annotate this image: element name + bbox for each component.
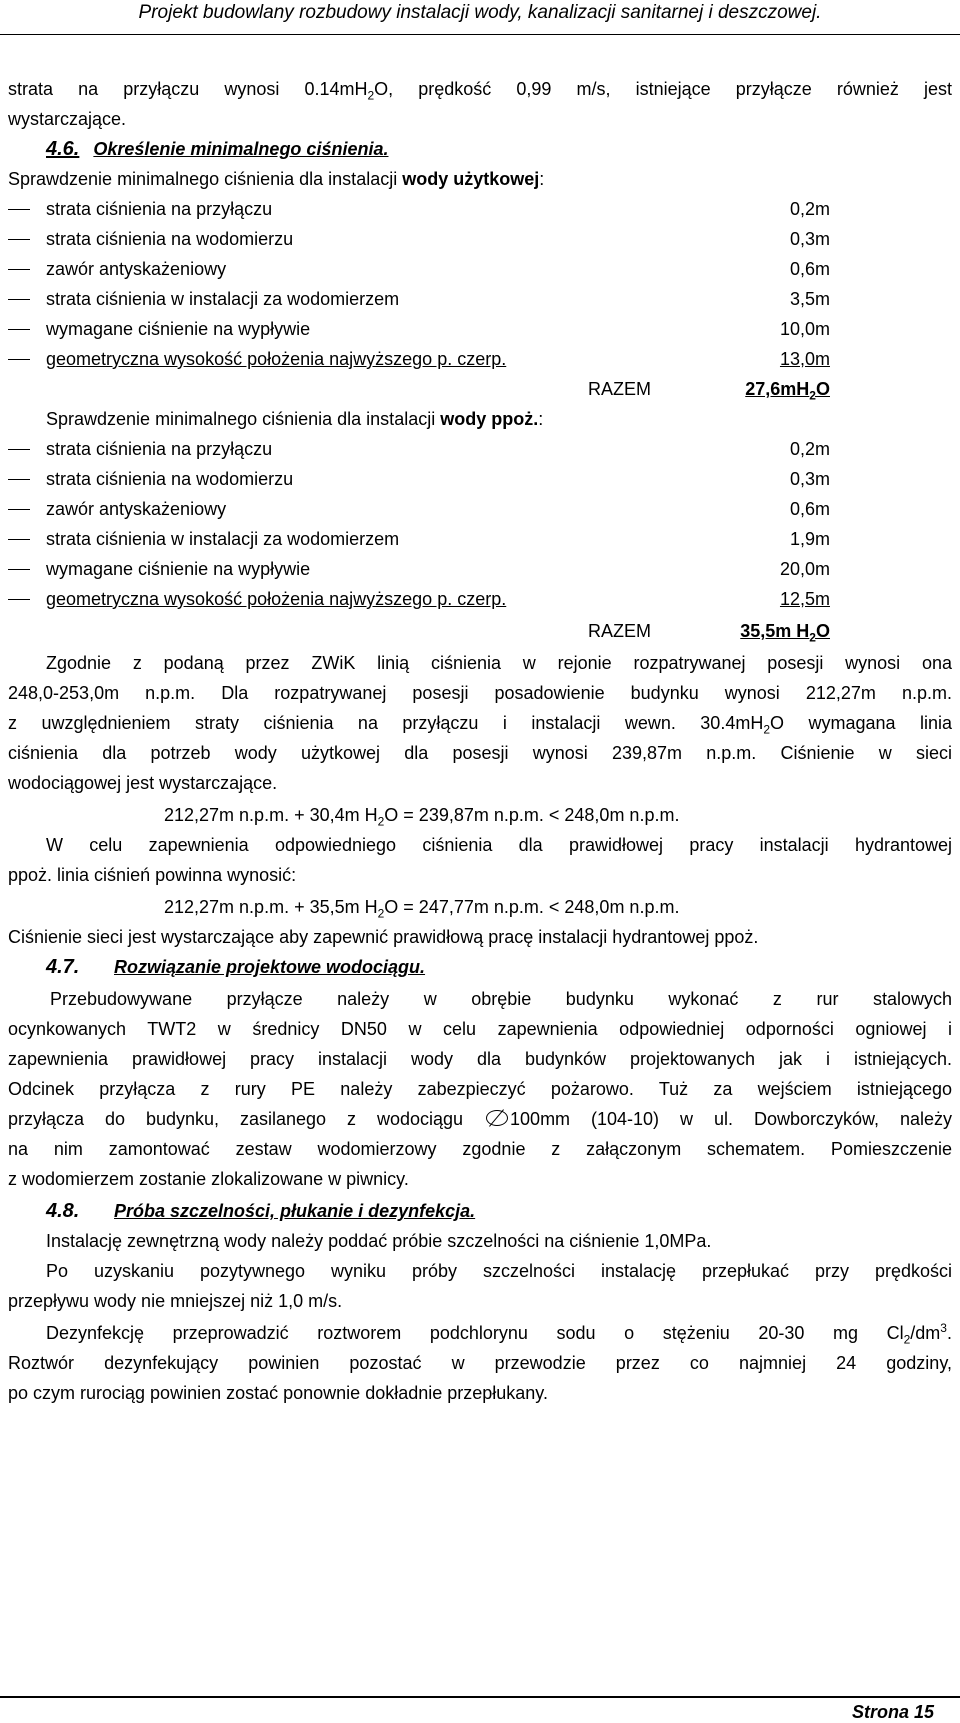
paragraph-line: przyłącza do budynku, zasilanego z wodociągu 100mm (104-10) w ul. Dowborczyków, należy <box>8 1109 952 1129</box>
pressure-row: geometryczna wysokość położenia najwyższego p. czerp. 13,0m <box>8 348 952 370</box>
section-heading-4-7: 4.7. Rozwiązanie projektowe wodociągu. <box>46 956 426 978</box>
paragraph-line: ppoż. linia ciśnień powinna wynosić: <box>8 865 297 885</box>
pressure-row: strata ciśnienia na wodomierzu 0,3m <box>8 468 952 490</box>
paragraph-line: Po uzyskaniu pozytywnego wyniku próby szczelności instalację przepłukać przy prędkości <box>46 1261 952 1281</box>
total-row-ppoz: RAZEM 35,5m $H_2O$ <box>588 621 830 645</box>
formula-uzytkowa: 212,27m n.p.m. + 30,4m $H_2O = 239,87m$ n.p.m. < 248,0m n.p.m. <box>164 805 680 829</box>
pressure-row: strata ciśnienia na wodomierzu 0,3m <box>8 228 952 250</box>
dash-bullet <box>8 539 30 540</box>
page-number: Strona 15 <box>851 1702 934 1722</box>
dash-bullet <box>8 509 30 510</box>
paragraph-line: Zgodnie z podaną przez ZWiK linią ciśnienia w rejonie rozpatrywanej posesji wynosi ona <box>46 653 952 673</box>
paragraph-line: W celu zapewnienia odpowiedniego ciśnienia dla prawidłowej pracy instalacji hydrantowej <box>46 835 952 855</box>
dash-bullet <box>8 239 30 240</box>
pressure-row: zawór antyskażeniowy 0,6m <box>8 498 952 520</box>
paragraph-line: wodociągowej jest wystarczające. <box>8 773 278 793</box>
dash-bullet <box>8 329 30 330</box>
paragraph-line: przepływu wody nie mniejszej niż 1,0 m/s. <box>8 1291 343 1311</box>
pressure-row: strata ciśnienia na przyłączu 0,2m <box>8 198 952 220</box>
paragraph-line: 248,0-253,0m n.p.m. Dla rozpatrywanej posesji posadowienie budynku wynosi 212,27m n.p.m. <box>8 683 952 703</box>
dash-bullet <box>8 449 30 450</box>
pressure-row: strata ciśnienia na przyłączu 0,2m <box>8 438 952 460</box>
dash-bullet <box>8 299 30 300</box>
paragraph-line: wystarczające. <box>8 109 127 129</box>
dash-bullet <box>8 359 30 360</box>
dash-bullet <box>8 269 30 270</box>
pressure-row: geometryczna wysokość położenia najwyższego p. czerp. 12,5m <box>8 588 952 610</box>
pressure-row: strata ciśnienia w instalacji za wodomierzem 3,5m <box>8 288 952 310</box>
pressure-row: wymagane ciśnienie na wypływie 20,0m <box>8 558 952 580</box>
diameter-icon <box>486 1110 508 1126</box>
section-heading-4-6: 4.6. Określenie minimalnego ciśnienia. <box>46 138 389 160</box>
paragraph-line: strata na przyłączu wynosi $0.14mH_2O$, prędkość 0,99 m/s, istniejące przyłącze również jest <box>8 79 952 103</box>
conclusion-line: Ciśnienie sieci jest wystarczające aby zapewnić prawidłową pracę instalacji hydrantowej ppoż. <box>8 927 759 947</box>
pressure-row: strata ciśnienia w instalacji za wodomierzem 1,9m <box>8 528 952 550</box>
section-heading-4-8: 4.8. Próba szczelności, płukanie i dezynfekcja. <box>46 1200 476 1222</box>
pressure-row: wymagane ciśnienie na wypływie 10,0m <box>8 318 952 340</box>
paragraph-line: z uwzględnieniem straty ciśnienia na przyłączu i instalacji wewn. $30.4mH_2O$ wymagana linia <box>8 713 952 737</box>
header-divider <box>0 34 960 35</box>
pressure-row: zawór antyskażeniowy 0,6m <box>8 258 952 280</box>
paragraph-line: na nim zamontować zestaw wodomierzowy zgodnie z załączonym schematem. Pomieszczenie <box>8 1139 952 1159</box>
check-intro-uzytkowa: Sprawdzenie minimalnego ciśnienia dla instalacji wody użytkowej: <box>8 169 545 189</box>
formula-ppoz: 212,27m n.p.m. + 35,5m $H_2O = 247,77m$ n.p.m. < 248,0m n.p.m. <box>164 897 680 921</box>
paragraph-line: z wodomierzem zostanie zlokalizowane w piwnicy. <box>8 1169 409 1189</box>
dash-bullet <box>8 599 30 600</box>
dash-bullet <box>8 209 30 210</box>
page-header: Projekt budowlany rozbudowy instalacji wody, kanalizacji sanitarnej i deszczowej. <box>138 2 822 23</box>
paragraph-line: zapewnienia prawidłowej pracy instalacji wody dla budynków projektowanych jak i istniejących. <box>8 1049 952 1069</box>
paragraph-line: Instalację zewnętrzną wody należy poddać próbie szczelności na ciśnienie 1,0MPa. <box>46 1231 712 1251</box>
paragraph-line: po czym rurociąg powinien zostać ponownie dokładnie przepłukany. <box>8 1383 548 1403</box>
paragraph-line: Odcinek przyłącza z rury PE należy zabezpieczyć pożarowo. Tuż za wejściem istniejącego <box>8 1079 952 1099</box>
paragraph-line: ocynkowanych TWT2 w średnicy DN50 w celu zapewnienia odpowiedniej odporności ogniowej i <box>8 1019 952 1039</box>
paragraph-line: Przebudowywane przyłącze należy w obrębie budynku wykonać z rur stalowych <box>50 989 952 1009</box>
check-intro-ppoz: Sprawdzenie minimalnego ciśnienia dla instalacji wody ppoż.: <box>46 409 544 429</box>
paragraph-line: Dezynfekcję przeprowadzić roztworem podchlorynu sodu o stężeniu 20-30 mg $Cl_2/dm^3$. <box>46 1321 952 1347</box>
dash-bullet <box>8 479 30 480</box>
dash-bullet <box>8 569 30 570</box>
paragraph-line: Roztwór dezynfekujący powinien pozostać w przewodzie przez co najmniej 24 godziny, <box>8 1353 952 1373</box>
footer-divider <box>0 1696 960 1698</box>
paragraph-line: ciśnienia dla potrzeb wody użytkowej dla posesji wynosi 239,87m n.p.m. Ciśnienie w sieci <box>8 743 952 763</box>
total-row-uzytkowa: RAZEM $27,6mH_2O$ <box>588 379 830 403</box>
